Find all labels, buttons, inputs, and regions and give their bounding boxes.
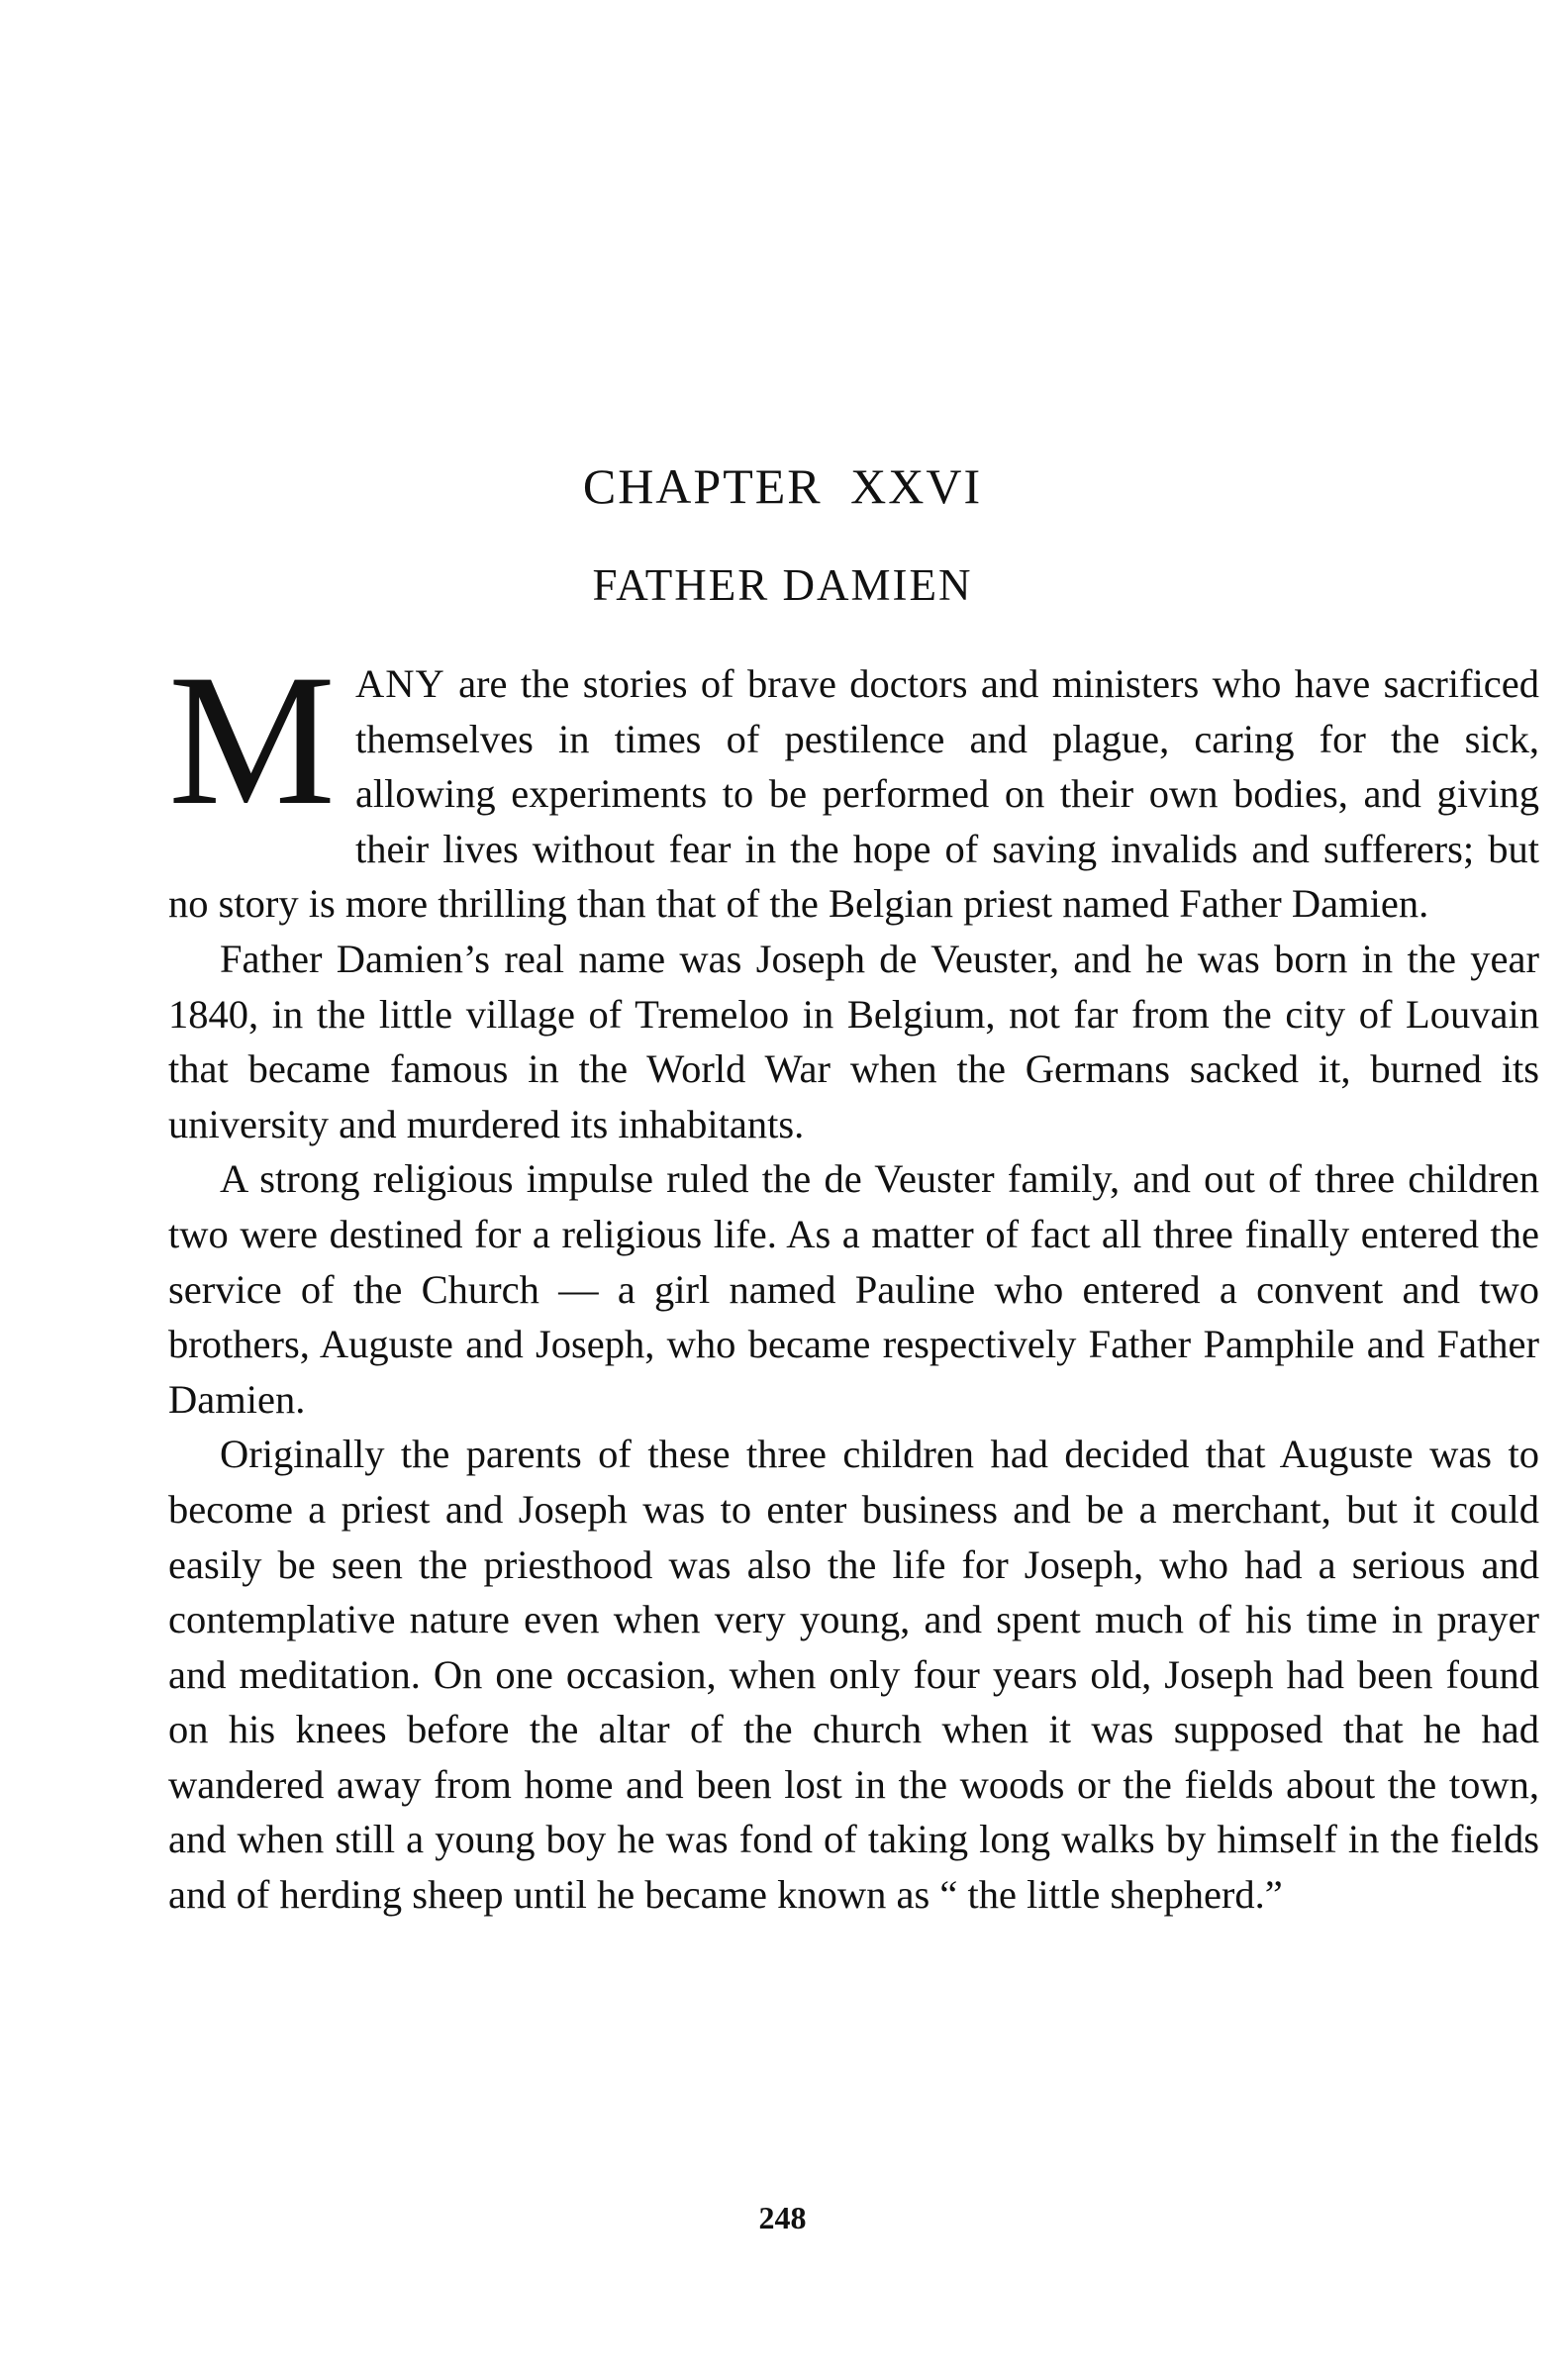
paragraph-1 (168, 637, 1539, 932)
paragraph-4: Originally the parents of these three children had decided that Auguste was to become a priest and Joseph was to enter business and be a merchant, but it could easily be seen the priesthood was also the life for Joseph, who had a serious and contemplative nature even when very young, and spent much of his time in prayer and meditation. On one occasion, when only four years old, Joseph had been found on his knees before the altar of the church when it was supposed that he had wandered away from home and been lost in the woods or the fields about the town, and when still a young boy he was fond of taking long walks by himself in the fields and of herding sheep until he became known as “ the little shepherd.” (168, 1432, 1539, 1918)
chapter-number: CHAPTER XXVI (582, 458, 983, 514)
chapter-body (168, 637, 1539, 1923)
chapter-title: FATHER DAMIEN (592, 560, 973, 610)
paragraph-3: A strong religious impulse ruled the de Veuster family, and out of three children two were destined for a religious life. As a matter of fact all three finally entered the service of the Church — a girl named Pauline who entered a convent and two brothers, Auguste and Joseph, who became respectively Father Pamphile and Father Damien. (168, 1156, 1539, 1422)
lead-in-caps: ANY (354, 661, 445, 706)
page-number: 248 (758, 2200, 807, 2235)
drop-cap: M (168, 637, 336, 844)
paragraph-2: Father Damien’s real name was Joseph de Veuster, and he was born in the year 1840, in the little village of Tremeloo in Belgium, not far from the city of Louvain that became famous in the World War when the Germans sacked it, burned its university and murdered its inhabitants. (168, 936, 1539, 1146)
paragraph-1-text: are the stories of brave doctors and ministers who have sacrificed themselves in times of pestilence and plague, caring for the sick, allowing experiments to be performed on their own bodies, and giving their lives without fear in the hope of saving invalids and sufferers; but no story is more thrilling than that of the Belgian priest named Father Damien. (168, 661, 1539, 927)
